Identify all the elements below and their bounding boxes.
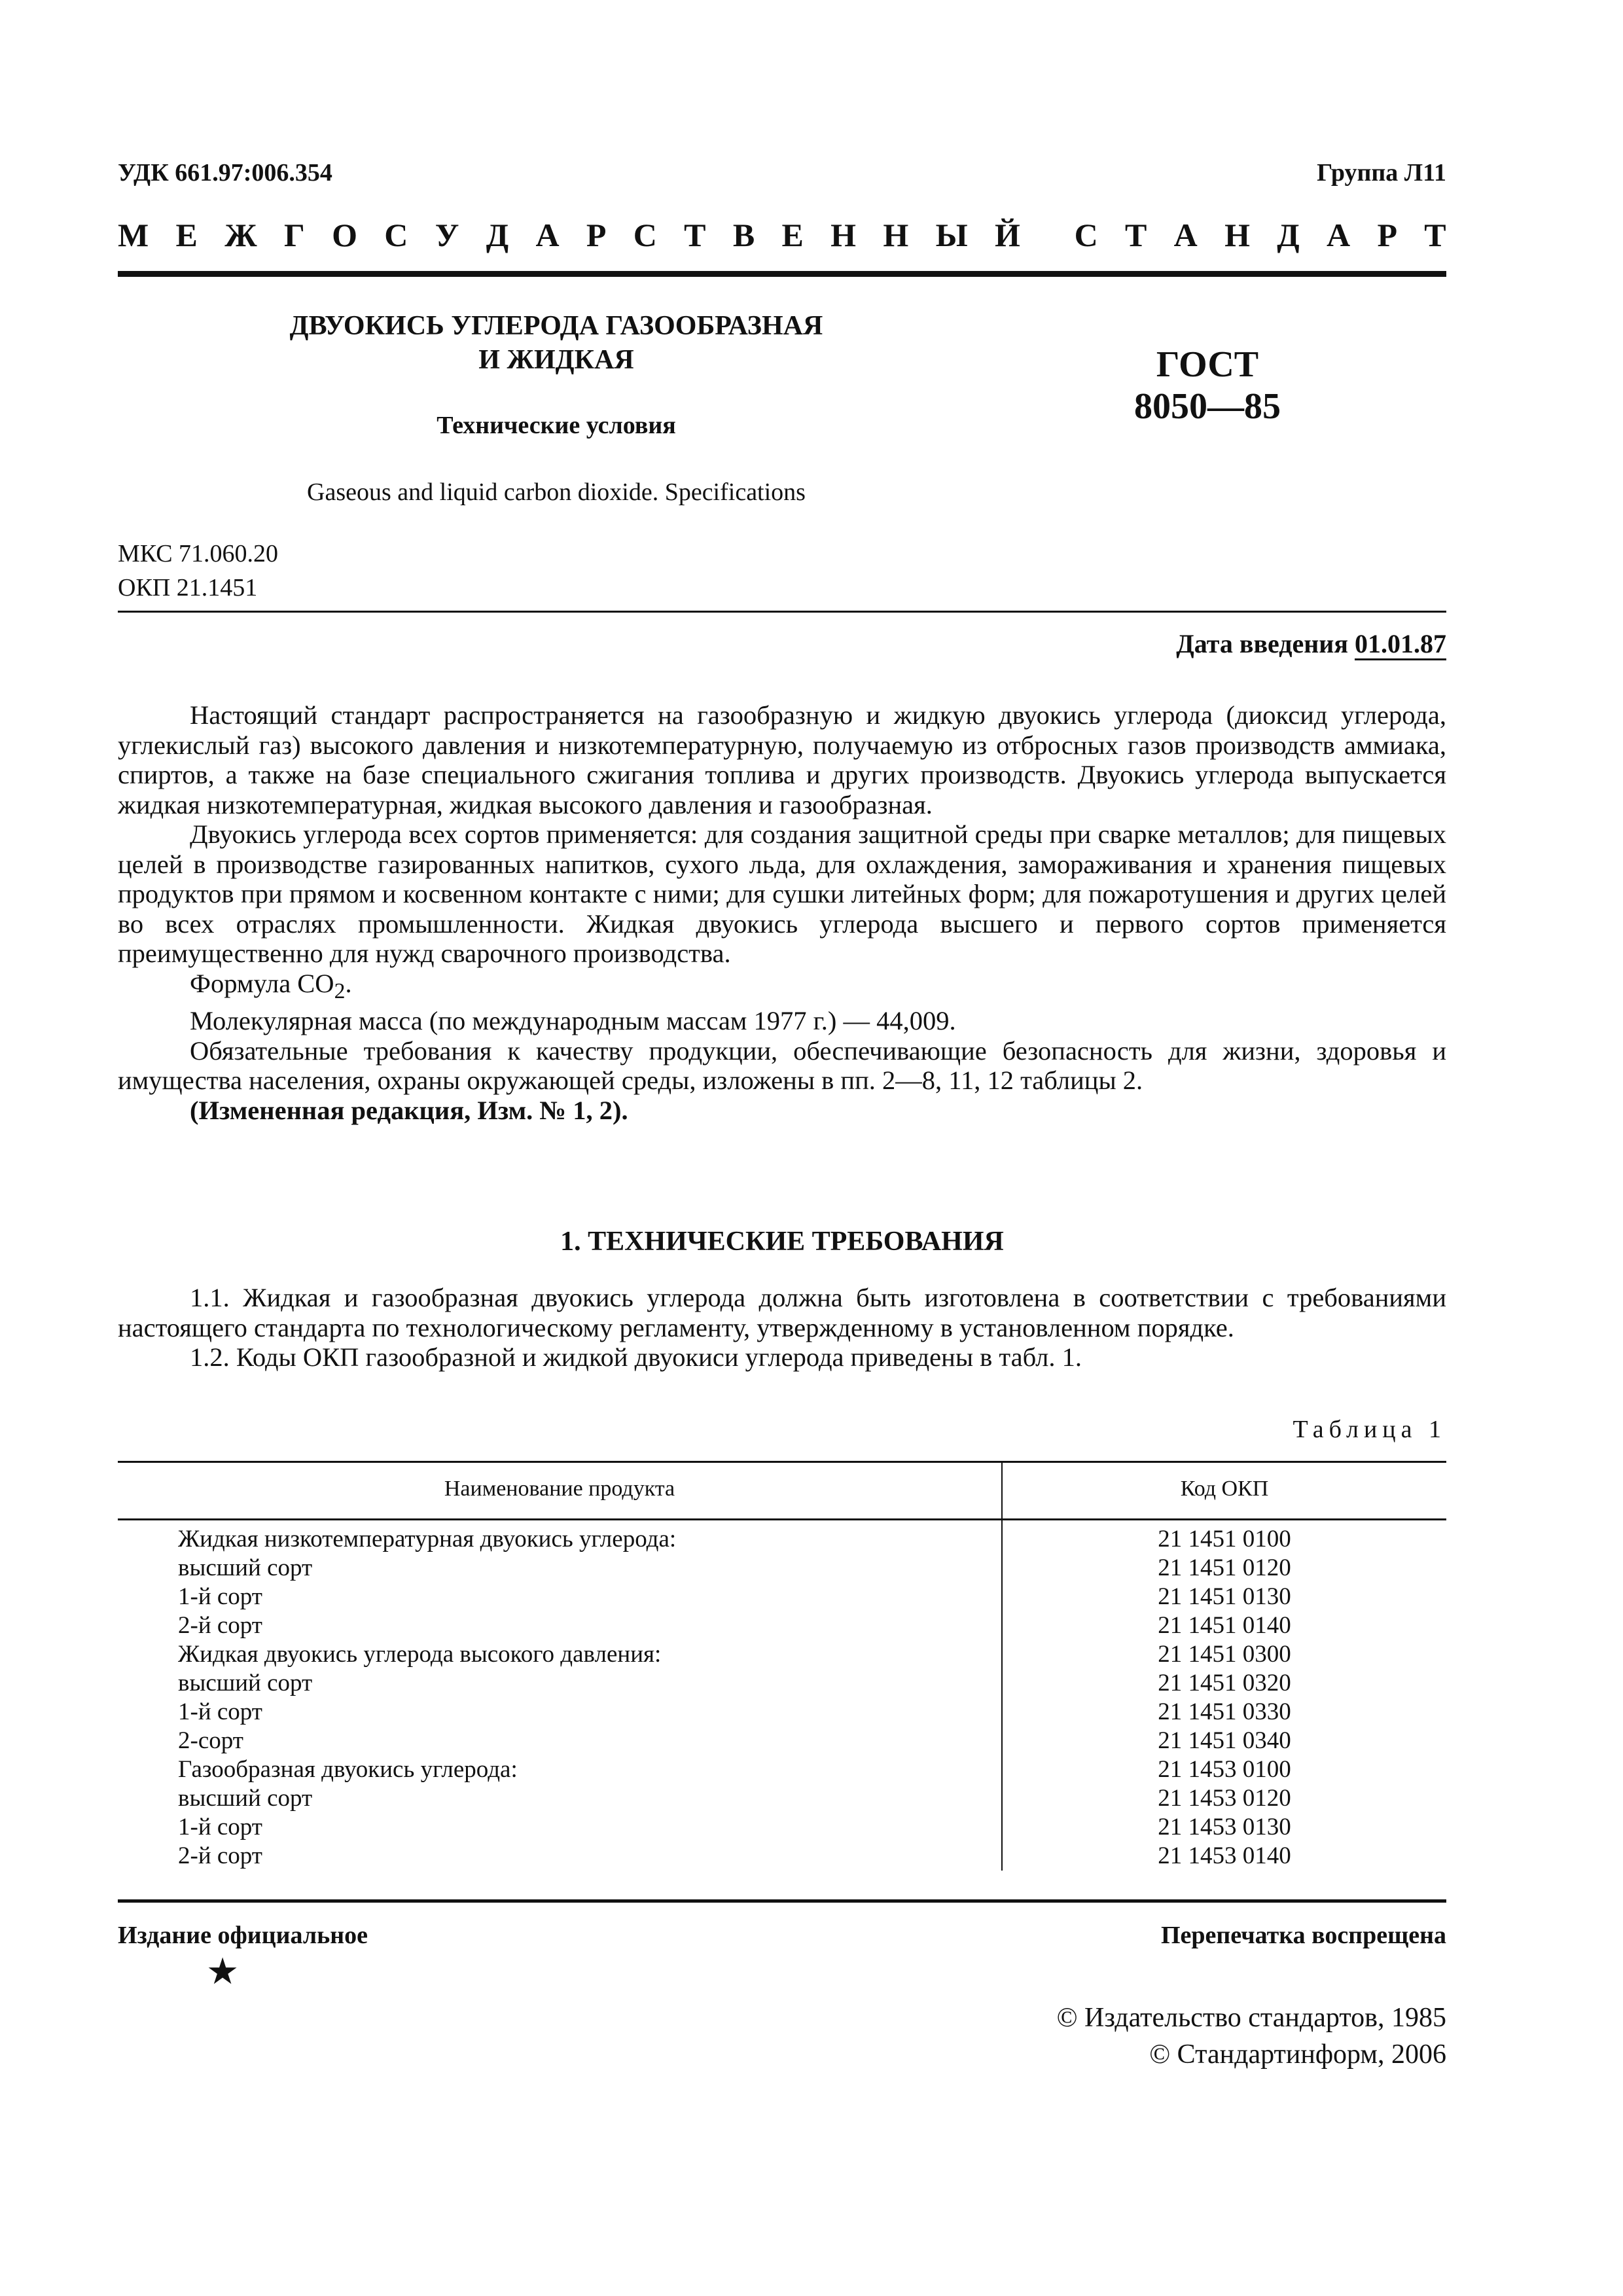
banner-letter: А xyxy=(1173,217,1198,253)
okp-code: ОКП 21.1451 xyxy=(118,574,258,601)
product-name-cell: 1-й сорт xyxy=(178,1698,262,1725)
english-title: Gaseous and liquid carbon dioxide. Specifications xyxy=(307,478,806,506)
table-row xyxy=(118,1583,1446,1611)
gost-label: ГОСТ xyxy=(1156,344,1259,385)
banner-letter: Р xyxy=(586,217,607,253)
section-1-body xyxy=(118,1283,1446,1372)
table-row xyxy=(118,1640,1446,1669)
okp-code-cell: 21 1451 0340 xyxy=(1158,1727,1291,1754)
okp-code-cell: 21 1453 0140 xyxy=(1158,1842,1291,1869)
product-name-cell: высший сорт xyxy=(178,1670,313,1696)
product-name-cell: высший сорт xyxy=(178,1554,313,1581)
effective-date xyxy=(1176,628,1446,660)
banner-letter: С xyxy=(1074,217,1098,253)
product-name-cell: Жидкая двуокись углерода высокого давления: xyxy=(178,1641,662,1668)
banner-letter: Ж xyxy=(224,217,257,253)
banner-letter: У xyxy=(435,217,459,253)
okp-code-cell: 21 1453 0100 xyxy=(1158,1756,1291,1783)
effective-date-label: Дата введения xyxy=(1176,629,1348,658)
banner-letter: Г xyxy=(283,217,305,253)
banner-letter: Д xyxy=(486,217,509,253)
intro-amendment-note: (Измененная редакция, Изм. № 1, 2). xyxy=(190,1095,628,1125)
banner-letter: Е xyxy=(781,217,804,253)
footer-rule xyxy=(118,1899,1446,1903)
section-1-title: 1. ТЕХНИЧЕСКИЕ ТРЕБОВАНИЯ xyxy=(560,1227,1004,1257)
document-title xyxy=(196,309,916,377)
table-row xyxy=(118,1611,1446,1640)
title-line-1: ДВУОКИСЬ УГЛЕРОДА ГАЗООБРАЗНАЯ xyxy=(289,311,823,341)
formula-end: . xyxy=(345,968,352,998)
product-name-cell: 2-сорт xyxy=(178,1727,243,1754)
effective-date-value: 01.01.87 xyxy=(1355,630,1446,660)
banner-letter: Т xyxy=(1124,217,1147,253)
banner-letter: Й xyxy=(995,217,1020,253)
okp-code-cell: 21 1453 0120 xyxy=(1158,1785,1291,1812)
mks-code: МКС 71.060.20 xyxy=(118,540,279,567)
intro-mandatory-requirements: Обязательные требования к качеству продукции, обеспечивающие безопасность для жизни, здоровья и имущества населения, охраны окружающей среды, изложены в пп. 2—8, 11, 12 таблицы 2. xyxy=(118,1035,1446,1096)
product-name-cell: высший сорт xyxy=(178,1785,313,1812)
clause-1-1: 1.1. Жидкая и газообразная двуокись углерода должна быть изготовлена в соответствии с требованиями настоящего стандарта по технологическому регламенту, утвержденному в установленном порядке. xyxy=(118,1283,1446,1342)
table-row xyxy=(118,1727,1446,1755)
table-row xyxy=(118,1525,1446,1554)
table-header-rule xyxy=(118,1518,1446,1520)
banner-letter: Т xyxy=(684,217,706,253)
banner-letter: О xyxy=(332,217,357,253)
official-edition-label: Издание официальное xyxy=(118,1922,368,1949)
table-row xyxy=(118,1784,1446,1813)
title-line-2: И ЖИДКАЯ xyxy=(478,345,634,375)
gost-designation xyxy=(1086,344,1329,427)
banner-letter: Н xyxy=(830,217,857,253)
banner-letter: С xyxy=(633,217,657,253)
product-name-cell: 1-й сорт xyxy=(178,1814,262,1840)
banner-letter: М xyxy=(118,217,149,253)
clause-1-2: 1.2. Коды ОКП газообразной и жидкой двуокиси углерода приведены в табл. 1. xyxy=(190,1342,1082,1372)
banner-letter: С xyxy=(384,217,408,253)
introduction xyxy=(118,700,1446,1125)
product-name-cell: Жидкая низкотемпературная двуокись углерода: xyxy=(178,1526,677,1552)
table-header-okp-code: Код ОКП xyxy=(1180,1477,1269,1501)
table-row xyxy=(118,1698,1446,1727)
reprint-prohibited-label: Перепечатка воспрещена xyxy=(1160,1922,1446,1949)
intro-paragraph-usage: Двуокись углерода всех сортов применяется: для создания защитной среды при сварке металлов; для пищевых целей в производстве газированных напитков, сухого льда, для охлаждения, замораживания и хранения пищевых продуктов при прямом и косвенном контакте с ними; для сушки литейных форм; для пожаротушения и других целей во всех отраслях промышленности. Жидкая двуокись углерода высшего и первого сортов применяется преимущественно для нужд сварочного производства. xyxy=(118,819,1446,968)
star-icon: ★ xyxy=(206,1952,240,1992)
banner-letter: Д xyxy=(1277,217,1300,253)
formula-label: Формула CO xyxy=(190,968,334,998)
formula-subscript: 2 xyxy=(334,978,346,1003)
table-1-caption: Таблица 1 xyxy=(1293,1416,1446,1443)
okp-code-cell: 21 1453 0130 xyxy=(1158,1814,1291,1840)
table-row xyxy=(118,1755,1446,1784)
classifier-rule xyxy=(118,611,1446,613)
okp-code-cell: 21 1451 0100 xyxy=(1158,1526,1291,1552)
table-header-product-name: Наименование продукта xyxy=(444,1477,675,1501)
product-name-cell: 2-й сорт xyxy=(178,1612,262,1639)
classifier-codes xyxy=(118,537,278,605)
okp-code-cell: 21 1451 0330 xyxy=(1158,1698,1291,1725)
okp-code-cell: 21 1451 0320 xyxy=(1158,1670,1291,1696)
intro-paragraph-scope: Настоящий стандарт распространяется на газообразную и жидкую двуокись углерода (диоксид углерода, углекислый газ) высокого давления и низкотемпературную, получаемую из отбросных газов производств аммиака, спиртов, а также на базе специального сжигания топлива и других производств. Двуокись углерода выпускается жидкая низкотемпературная, жидкая высокого давления и газообразная. xyxy=(118,700,1446,819)
okp-code-cell: 21 1451 0120 xyxy=(1158,1554,1291,1581)
banner-letter: Т xyxy=(1424,217,1446,253)
table-top-rule xyxy=(118,1461,1446,1463)
product-name-cell: 2-й сорт xyxy=(178,1842,262,1869)
table-row xyxy=(118,1554,1446,1583)
gost-number: 8050—85 xyxy=(1134,386,1281,427)
table-row xyxy=(118,1842,1446,1871)
udk-code: УДК 661.97:006.354 xyxy=(118,159,332,187)
okp-code-cell: 21 1451 0300 xyxy=(1158,1641,1291,1668)
banner-letter: А xyxy=(1327,217,1351,253)
product-name-cell: 1-й сорт xyxy=(178,1583,262,1610)
table-row xyxy=(118,1669,1446,1698)
okp-code-cell: 21 1451 0140 xyxy=(1158,1612,1291,1639)
banner-letter: А xyxy=(535,217,560,253)
banner-letter: В xyxy=(732,217,755,253)
table-body xyxy=(118,1525,1446,1871)
document-subtitle: Технические условия xyxy=(437,412,676,439)
interstate-standard-banner xyxy=(118,216,1446,254)
banner-letter: Е xyxy=(175,217,198,253)
banner-letter: Р xyxy=(1377,217,1397,253)
copyright-block xyxy=(1057,2000,1446,2073)
banner-letter: Ы xyxy=(935,217,968,253)
copyright-2006: © Стандартинформ, 2006 xyxy=(1149,2039,1446,2070)
intro-molar-mass: Молекулярная масса (по международным массам 1977 г.) — 44,009. xyxy=(190,1006,956,1036)
banner-letter: Н xyxy=(1224,217,1250,253)
product-name-cell: Газообразная двуокись углерода: xyxy=(178,1756,518,1783)
intro-formula xyxy=(118,969,1446,1007)
okp-code-cell: 21 1451 0130 xyxy=(1158,1583,1291,1610)
banner-letter: Н xyxy=(883,217,909,253)
copyright-1985: © Издательство стандартов, 1985 xyxy=(1056,2003,1446,2033)
group-code: Группа Л11 xyxy=(1317,159,1446,187)
table-row xyxy=(118,1813,1446,1842)
header-rule xyxy=(118,271,1446,277)
